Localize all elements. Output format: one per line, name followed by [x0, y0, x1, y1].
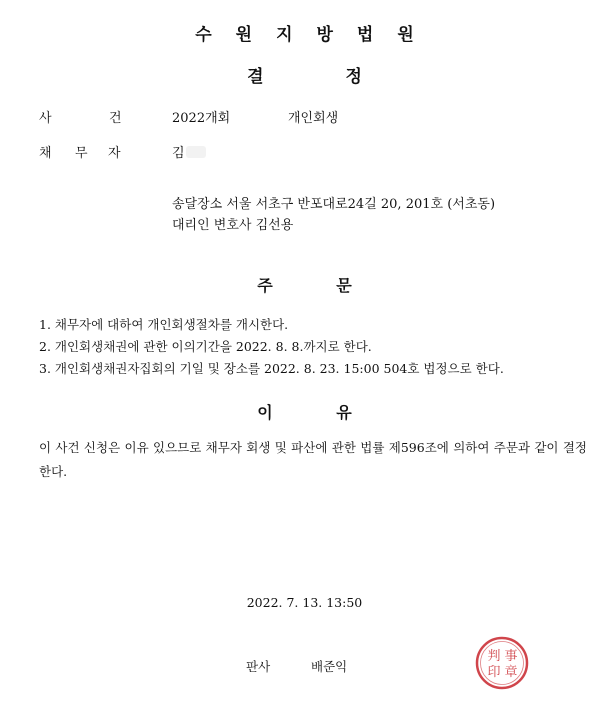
reason-text: 이 사건 신청은 이유 있으므로 채무자 회생 및 파산에 관한 법률 제596조에 의하여 주문과 같이 결정한다.: [39, 440, 587, 479]
document-type: 결 정: [247, 67, 362, 87]
svg-text:判: 判: [487, 649, 501, 664]
debtor-label-char-3: 자: [108, 146, 121, 161]
judge-title: 판사: [246, 659, 271, 674]
judge-name: 배준익: [311, 659, 348, 674]
court-name: 수원지방법원: [195, 25, 438, 45]
order-heading: 주 문: [257, 276, 352, 295]
order-item: 3. 개인회생채권자집회의 기일 및 장소를 2022. 8. 23. 15:00 504호 법정으로 한다.: [39, 361, 504, 376]
debtor-label-char-1: 채: [39, 146, 52, 161]
svg-text:事: 事: [504, 649, 518, 664]
case-type: 개인회생: [288, 111, 339, 126]
judge-seal-stamp: [474, 635, 530, 691]
service-address: 송달장소 서울 서초구 반포대로24길 20, 201호 (서초동): [172, 197, 496, 212]
reason-heading: 이 유: [257, 403, 352, 422]
case-number: 2022개회: [172, 111, 231, 126]
order-item: 1. 채무자에 대하여 개인회생절차를 개시한다.: [39, 317, 289, 332]
case-label-char-1: 사: [39, 111, 52, 126]
debtor-name: 김: [172, 146, 185, 161]
redaction-blur: [186, 146, 206, 158]
order-item: 2. 개인회생채권에 관한 이의기간을 2022. 8. 8.까지로 한다.: [39, 339, 372, 354]
legal-agent: 대리인 변호사 김선용: [172, 218, 294, 233]
case-label-char-2: 건: [109, 111, 122, 126]
svg-text:印: 印: [487, 665, 501, 680]
decision-date: 2022. 7. 13. 13:50: [246, 595, 363, 610]
debtor-label-char-2: 무: [75, 146, 88, 161]
svg-text:章: 章: [504, 665, 518, 680]
